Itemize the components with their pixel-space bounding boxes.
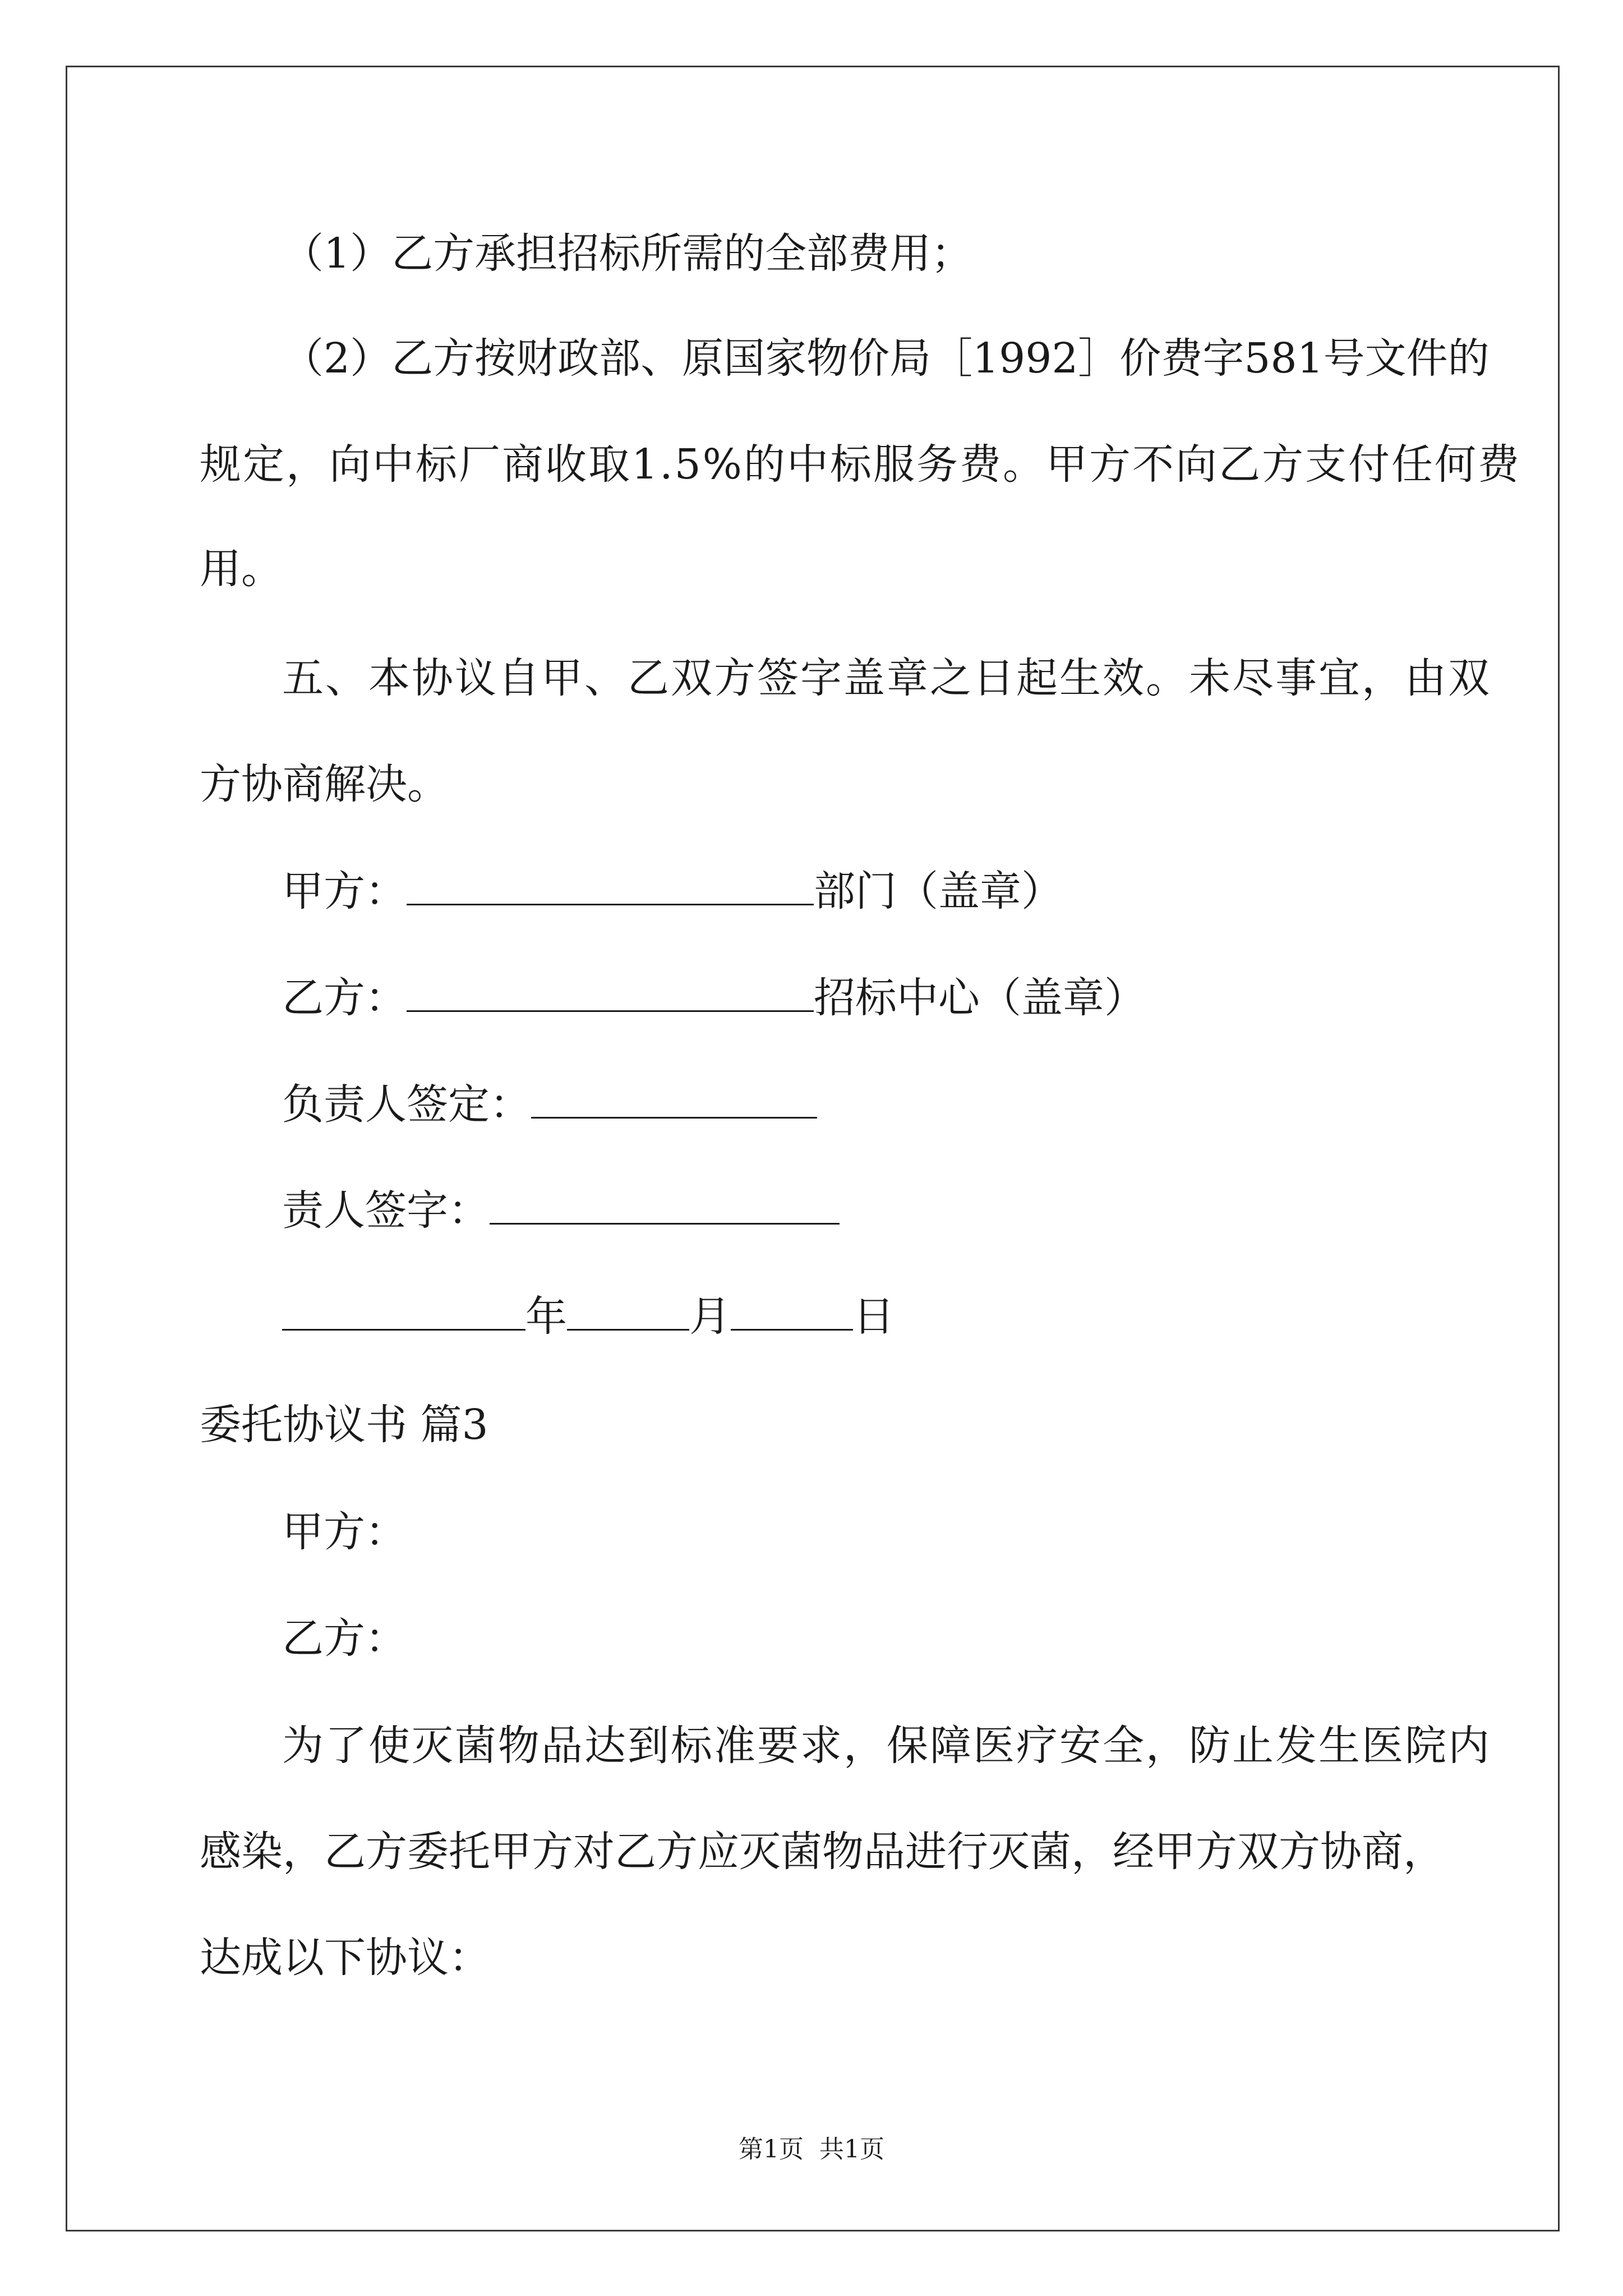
footer-page-current: 第1页 xyxy=(739,2135,804,2164)
party-b-signature-line xyxy=(282,974,1146,1022)
section-3-party-b: 乙方： xyxy=(282,1614,407,1663)
paragraph-effective-line-2: 方协商解决。 xyxy=(200,760,449,808)
day-label: 日 xyxy=(853,1292,895,1341)
year-blank[interactable] xyxy=(282,1296,525,1331)
responsible-signature-line xyxy=(282,1186,840,1235)
responsible-sign-label: 负责人签定： xyxy=(282,1080,531,1129)
paragraph-fee-clause-1: （1）乙方承担招标所需的全部费用； xyxy=(282,229,973,278)
responsible-signature-blank[interactable] xyxy=(490,1190,840,1225)
party-a-label: 甲方： xyxy=(282,867,407,915)
month-label: 月 xyxy=(689,1292,731,1341)
paragraph-effective-line-1: 五、本协议自甲、乙双方签字盖章之日起生效。未尽事宜，由双 xyxy=(282,654,1491,702)
year-label: 年 xyxy=(525,1292,567,1341)
footer-page-total: 共1页 xyxy=(819,2135,884,2164)
page-border xyxy=(66,66,1560,2231)
month-blank[interactable] xyxy=(567,1296,689,1331)
responsible-sign-blank[interactable] xyxy=(531,1084,817,1119)
section-3-heading: 委托协议书 篇3 xyxy=(200,1401,488,1449)
paragraph-fee-clause-2-line-2: 规定，向中标厂商收取1.5%的中标服务费。甲方不向乙方支付任何费 xyxy=(200,440,1521,489)
party-a-signature-line xyxy=(282,867,1063,915)
paragraph-fee-clause-2-line-3: 用。 xyxy=(200,545,283,593)
section-3-body-line-2: 感染，乙方委托甲方对乙方应灭菌物品进行灭菌，经甲方双方协商， xyxy=(200,1828,1445,1876)
party-a-suffix: 部门（盖章） xyxy=(814,867,1063,915)
date-line xyxy=(282,1292,895,1341)
responsible-signature-label: 责人签字： xyxy=(282,1186,490,1235)
party-b-suffix: 招标中心（盖章） xyxy=(814,974,1146,1022)
party-a-blank[interactable] xyxy=(407,871,814,905)
paragraph-fee-clause-2-line-1: （2）乙方按财政部、原国家物价局［1992］价费字581号文件的 xyxy=(282,334,1490,383)
section-3-body-line-1: 为了使灭菌物品达到标准要求，保障医疗安全，防止发生医院内 xyxy=(282,1722,1491,1770)
section-3-body-line-3: 达成以下协议： xyxy=(200,1934,490,1982)
page-footer xyxy=(0,2129,1623,2165)
party-b-blank[interactable] xyxy=(407,978,814,1012)
responsible-sign-line xyxy=(282,1080,817,1129)
section-3-party-a: 甲方： xyxy=(282,1508,407,1556)
party-b-label: 乙方： xyxy=(282,974,407,1022)
day-blank[interactable] xyxy=(731,1296,853,1331)
